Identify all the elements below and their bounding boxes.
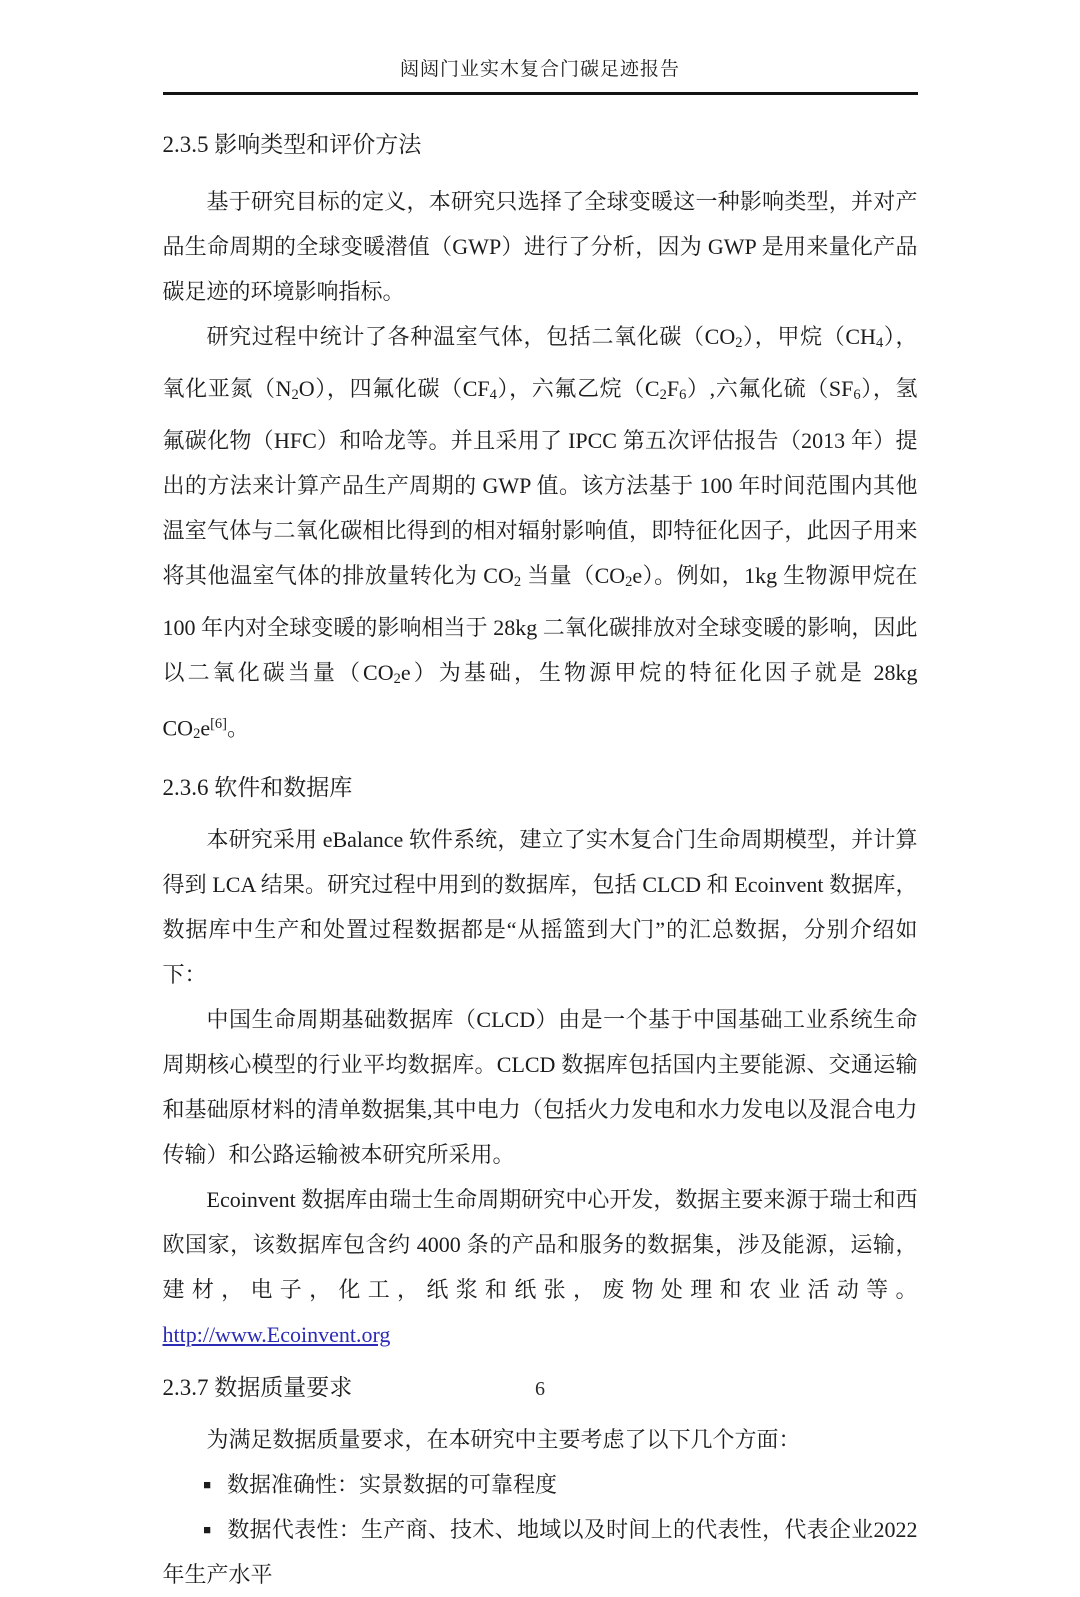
- section-heading-2-3-5: 2.3.5 影响类型和评价方法: [162, 132, 422, 157]
- sub-text: 4: [875, 334, 884, 351]
- sub-text: 4: [489, 386, 497, 403]
- list-item-data-representativeness: [163, 1507, 918, 1597]
- page-header: [0, 0, 1080, 95]
- paragraph-impact-type: 基于研究目标的定义，本研究只选择了全球变暖这一种影响类型，并对产品生命周期的全球变暖潜值（GWP）进行了分析，因为 GWP 是用来量化产品碳足迹的环境影响指标。: [162, 189, 918, 304]
- document-body: [163, 129, 918, 1597]
- text-segment: O），四氟化碳（CF: [298, 375, 490, 401]
- sub-text: 6: [679, 386, 687, 403]
- paragraph-clcd-database: 中国生命周期基础数据库（CLCD）由是一个基于中国基础工业系统生命周期核心模型的行业平均数据库。CLCD 数据库包括国内主要能源、交通运输和基础原材料的清单数据集,其中电力（包括火力发电和水力发电以及混合电力传输）和公路运输被本研究所采用。: [162, 1006, 918, 1167]
- sub-text: 2: [393, 670, 401, 687]
- paragraph-data-quality-intro: 为满足数据质量要求，在本研究中主要考虑了以下几个方面：: [206, 1426, 801, 1452]
- text-segment: ）,六氟化硫（SF: [686, 375, 854, 401]
- text-segment: ），氧化亚氮（N: [162, 324, 918, 401]
- list-item-text: 数据准确性：实景数据的可靠程度: [227, 1471, 558, 1497]
- paragraph-ecoinvent-database: [163, 1177, 918, 1357]
- text-segment: ），氢氟碳化物（HFC）和哈龙等。并且采用了 IPCC 第五次评估报告（2013 年）提出的方法来计算产品生产周期的 GWP 值。该方法基于 100 年时间范围内其他温室气体与二氧化碳相比得到的相对辐射影响值，即特征化因子，此因子用来将其他温室气体的排放量转化为 CO: [162, 375, 918, 588]
- page-number: 6: [535, 1378, 545, 1400]
- list-item-text: 数据代表性：生产商、技术、地域以及时间上的代表性，代表企业2022 年生产水平: [162, 1516, 918, 1587]
- sup-text: [6]: [210, 715, 228, 732]
- bullet-square-icon: ■: [203, 1521, 212, 1537]
- text-segment: ），六氟乙烷（C: [496, 375, 660, 401]
- text-segment: 当量（CO: [521, 562, 626, 588]
- section-heading-2-3-6: 2.3.6 软件和数据库: [162, 774, 353, 800]
- text-segment: e）为基础，生物源甲烷的特征化因子就是 28kg CO: [162, 659, 918, 740]
- text-segment: 。: [227, 714, 250, 740]
- sub-text: 2: [193, 725, 201, 742]
- header-rule: [163, 92, 918, 95]
- ecoinvent-link[interactable]: http://www.Ecoinvent.org: [162, 1321, 391, 1347]
- sub-text: 2: [735, 334, 743, 351]
- text-segment: F: [666, 375, 680, 401]
- text-segment: e）。例如，1kg 生物源甲烷在 100 年内对全球变暖的影响相当于 28kg 二氧化碳排放对全球变暖的影响，因此以二氧化碳当量（CO: [162, 562, 918, 685]
- sub-text: 2: [291, 386, 299, 403]
- bullet-square-icon: ■: [203, 1476, 212, 1492]
- text-segment: Ecoinvent 数据库由瑞士生命周期研究中心开发，数据主要来源于瑞士和西欧国家，该数据库包含约 4000 条的产品和服务的数据集，涉及能源，运输，建材，电子，化工，纸浆和纸张，废物处理和农业活动等。: [162, 1186, 918, 1302]
- header-title: 闼闼门业实木复合门碳足迹报告: [399, 59, 680, 80]
- section-heading-2-3-7: 2.3.7 数据质量要求: [162, 1374, 353, 1400]
- text-segment: 研究过程中统计了各种温室气体，包括二氧化碳（CO: [206, 324, 736, 349]
- list-item-data-accuracy: [163, 1462, 918, 1507]
- sub-text: 6: [853, 386, 861, 403]
- sub-text: 2: [659, 386, 667, 403]
- paragraph-greenhouse-gases: [163, 314, 918, 757]
- sub-text: 2: [625, 573, 633, 590]
- sub-text: 2: [513, 573, 522, 590]
- text-segment: ），甲烷（CH: [742, 324, 876, 349]
- text-segment: e: [200, 714, 211, 740]
- paragraph-software: 本研究采用 eBalance 软件系统，建立了实木复合门生命周期模型，并计算得到 LCA 结果。研究过程中用到的数据库，包括 CLCD 和 Ecoinvent 数据库，数据库中生产和处置过程数据都是“从摇篮到大门”的汇总数据，分别介绍如下：: [162, 826, 918, 987]
